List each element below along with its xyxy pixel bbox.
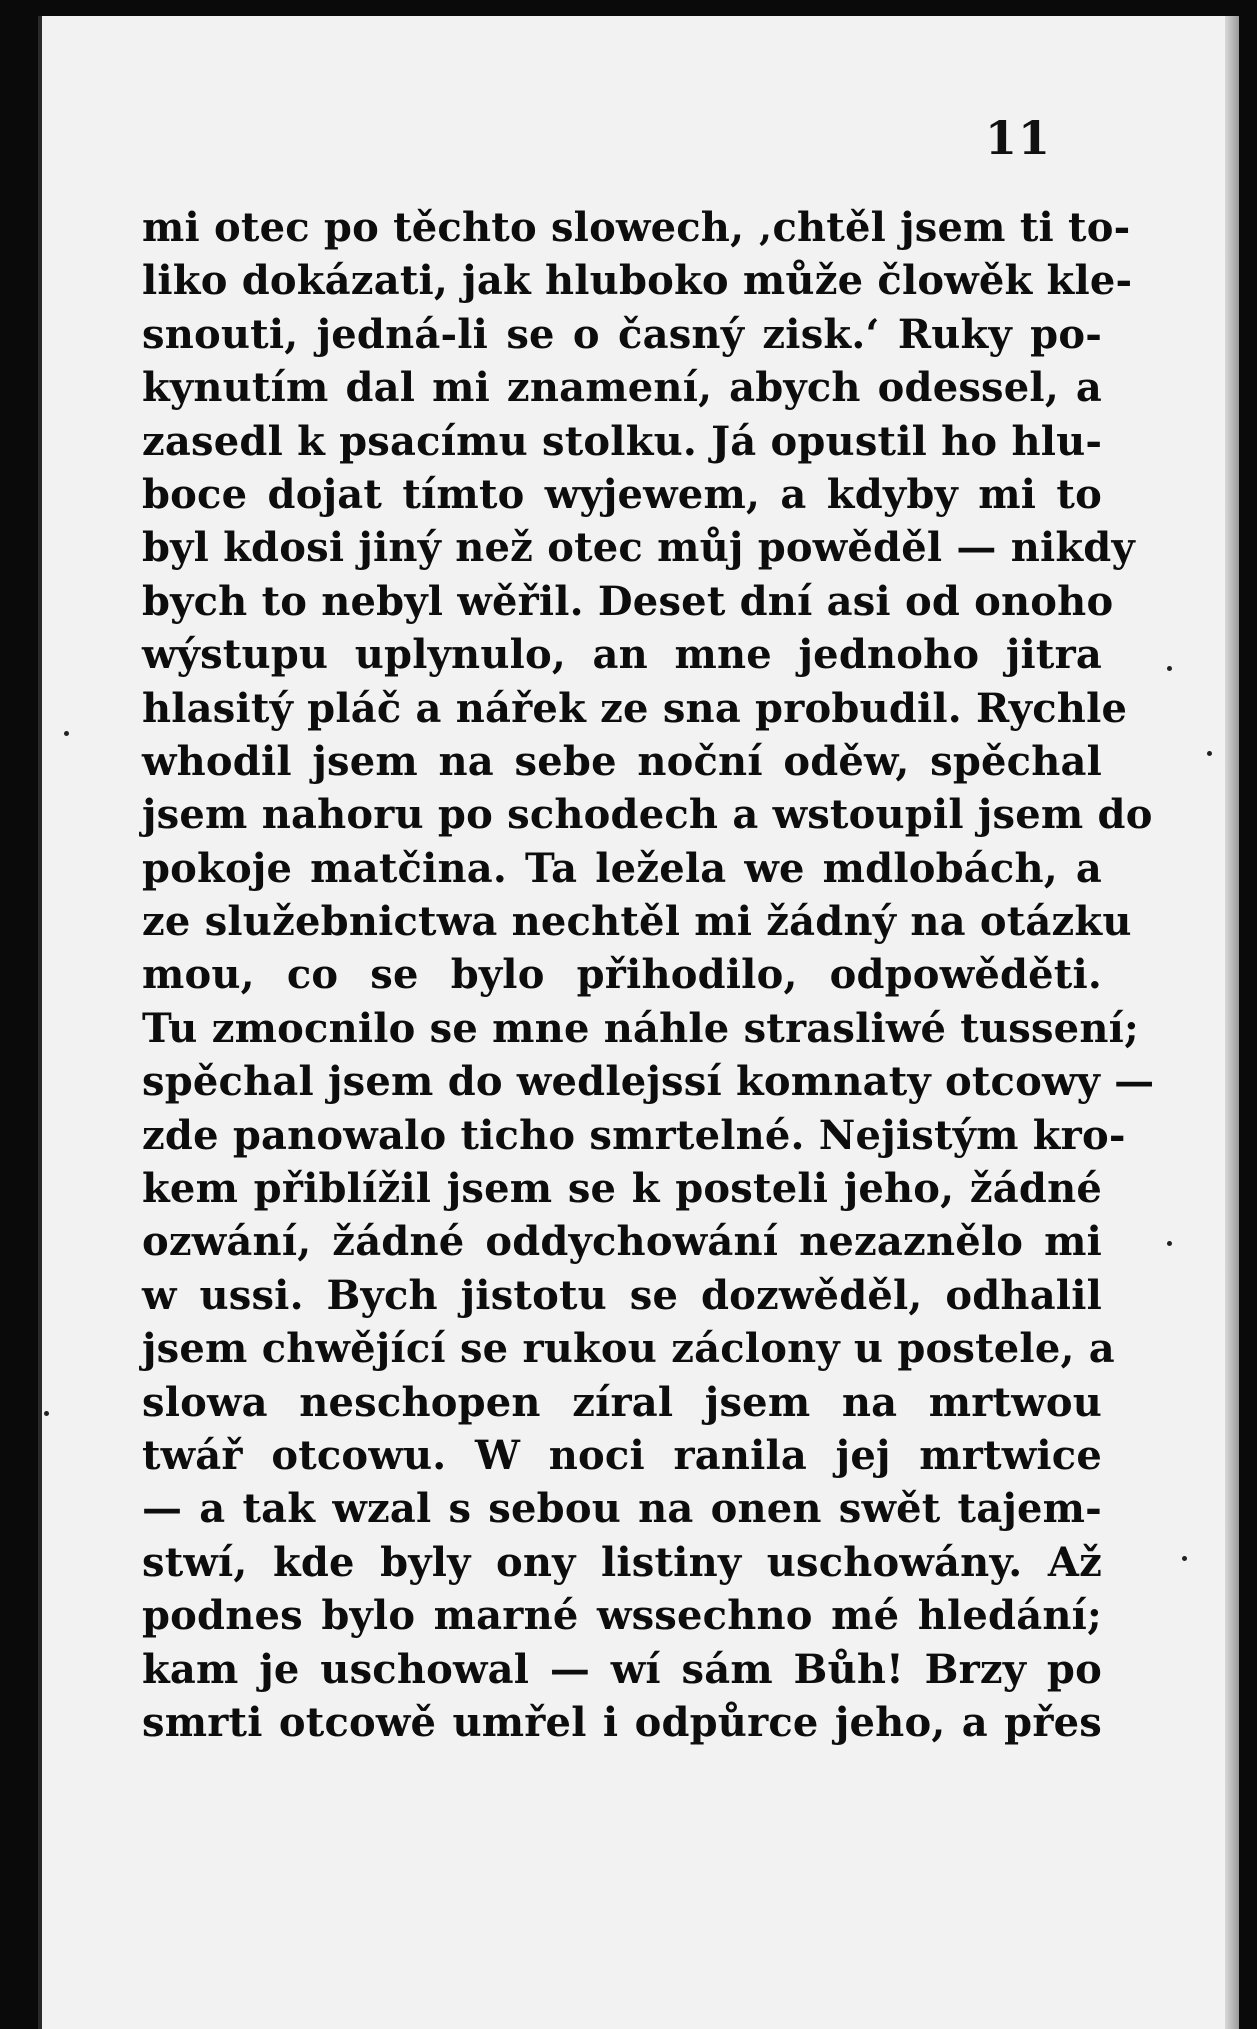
paper-speck xyxy=(1207,751,1212,756)
text-line: twář otcowu. W noci ranila jej mrtwice xyxy=(142,1431,1102,1479)
text-line: jsem chwějící se rukou záclony u postele, a xyxy=(142,1325,1115,1373)
text-line: spěchal jsem do wedlejssí komnaty otcowy — xyxy=(142,1058,1155,1106)
page-number: 11 xyxy=(985,111,1052,165)
book-page xyxy=(38,16,1239,2029)
text-line: kynutím dal mi znamení, abych odessel, a xyxy=(142,364,1102,412)
text-line: zasedl k psacímu stolku. Já opustil ho hlu- xyxy=(142,417,1103,465)
text-line: smrti otcowě umřel i odpůrce jeho, a přes xyxy=(142,1698,1102,1746)
paper-speck xyxy=(1167,1241,1172,1246)
text-line: snouti, jedná-li se o časný zisk.‘ Ruky po- xyxy=(142,310,1102,358)
paper-speck xyxy=(1167,666,1172,671)
text-line: Tu zmocnilo se mne náhle strasliwé tussení; xyxy=(142,1004,1139,1052)
text-line: kem přiblížil jsem se k posteli jeho, žádné xyxy=(142,1165,1102,1213)
text-line: wýstupu uplynulo, an mne jednoho jitra xyxy=(142,631,1102,679)
text-line: podnes bylo marné wssechno mé hledání; xyxy=(142,1592,1102,1640)
page-edge xyxy=(1225,16,1239,2029)
text-line: whodil jsem na sebe noční oděw, spěchal xyxy=(142,737,1102,785)
text-line: w ussi. Bych jistotu se dozwěděl, odhalil xyxy=(142,1271,1102,1319)
text-line: liko dokázati, jak hluboko může člowěk kle- xyxy=(142,257,1133,305)
text-line: kam je uschowal — wí sám Bůh! Brzy po xyxy=(142,1645,1102,1693)
text-line: pokoje matčina. Ta ležela we mdlobách, a xyxy=(142,844,1102,892)
text-line: ze služebnictwa nechtěl mi žádný na otázku xyxy=(142,898,1132,946)
text-line: mou, co se bylo přihodilo, odpowěděti. xyxy=(142,951,1102,999)
text-line: slowa neschopen zíral jsem na mrtwou xyxy=(142,1378,1102,1426)
text-line: zde panowalo ticho smrtelné. Nejistým kro- xyxy=(142,1111,1126,1159)
text-line: boce dojat tímto wyjewem, a kdyby mi to xyxy=(142,470,1102,518)
text-line: stwí, kde byly ony listiny uschowány. Až xyxy=(142,1538,1102,1586)
text-line: mi otec po těchto slowech, ‚chtěl jsem ti to- xyxy=(142,204,1131,251)
paper-speck xyxy=(1182,1556,1187,1561)
body-text xyxy=(142,201,1155,1749)
text-line: hlasitý pláč a nářek ze sna probudil. Rychle xyxy=(142,684,1128,732)
text-line: — a tak wzal s sebou na onen swět tajem- xyxy=(142,1485,1102,1533)
text-line: ozwání, žádné oddychowání nezaznělo mi xyxy=(142,1218,1102,1266)
paper-speck xyxy=(64,731,69,736)
text-line: bych to nebyl wěřil. Deset dní asi od onoho xyxy=(142,577,1114,625)
text-line: jsem nahoru po schodech a wstoupil jsem do xyxy=(142,791,1153,839)
text-line: byl kdosi jiný než otec můj powěděl — nikdy xyxy=(142,524,1135,572)
paper-speck xyxy=(44,1411,49,1416)
